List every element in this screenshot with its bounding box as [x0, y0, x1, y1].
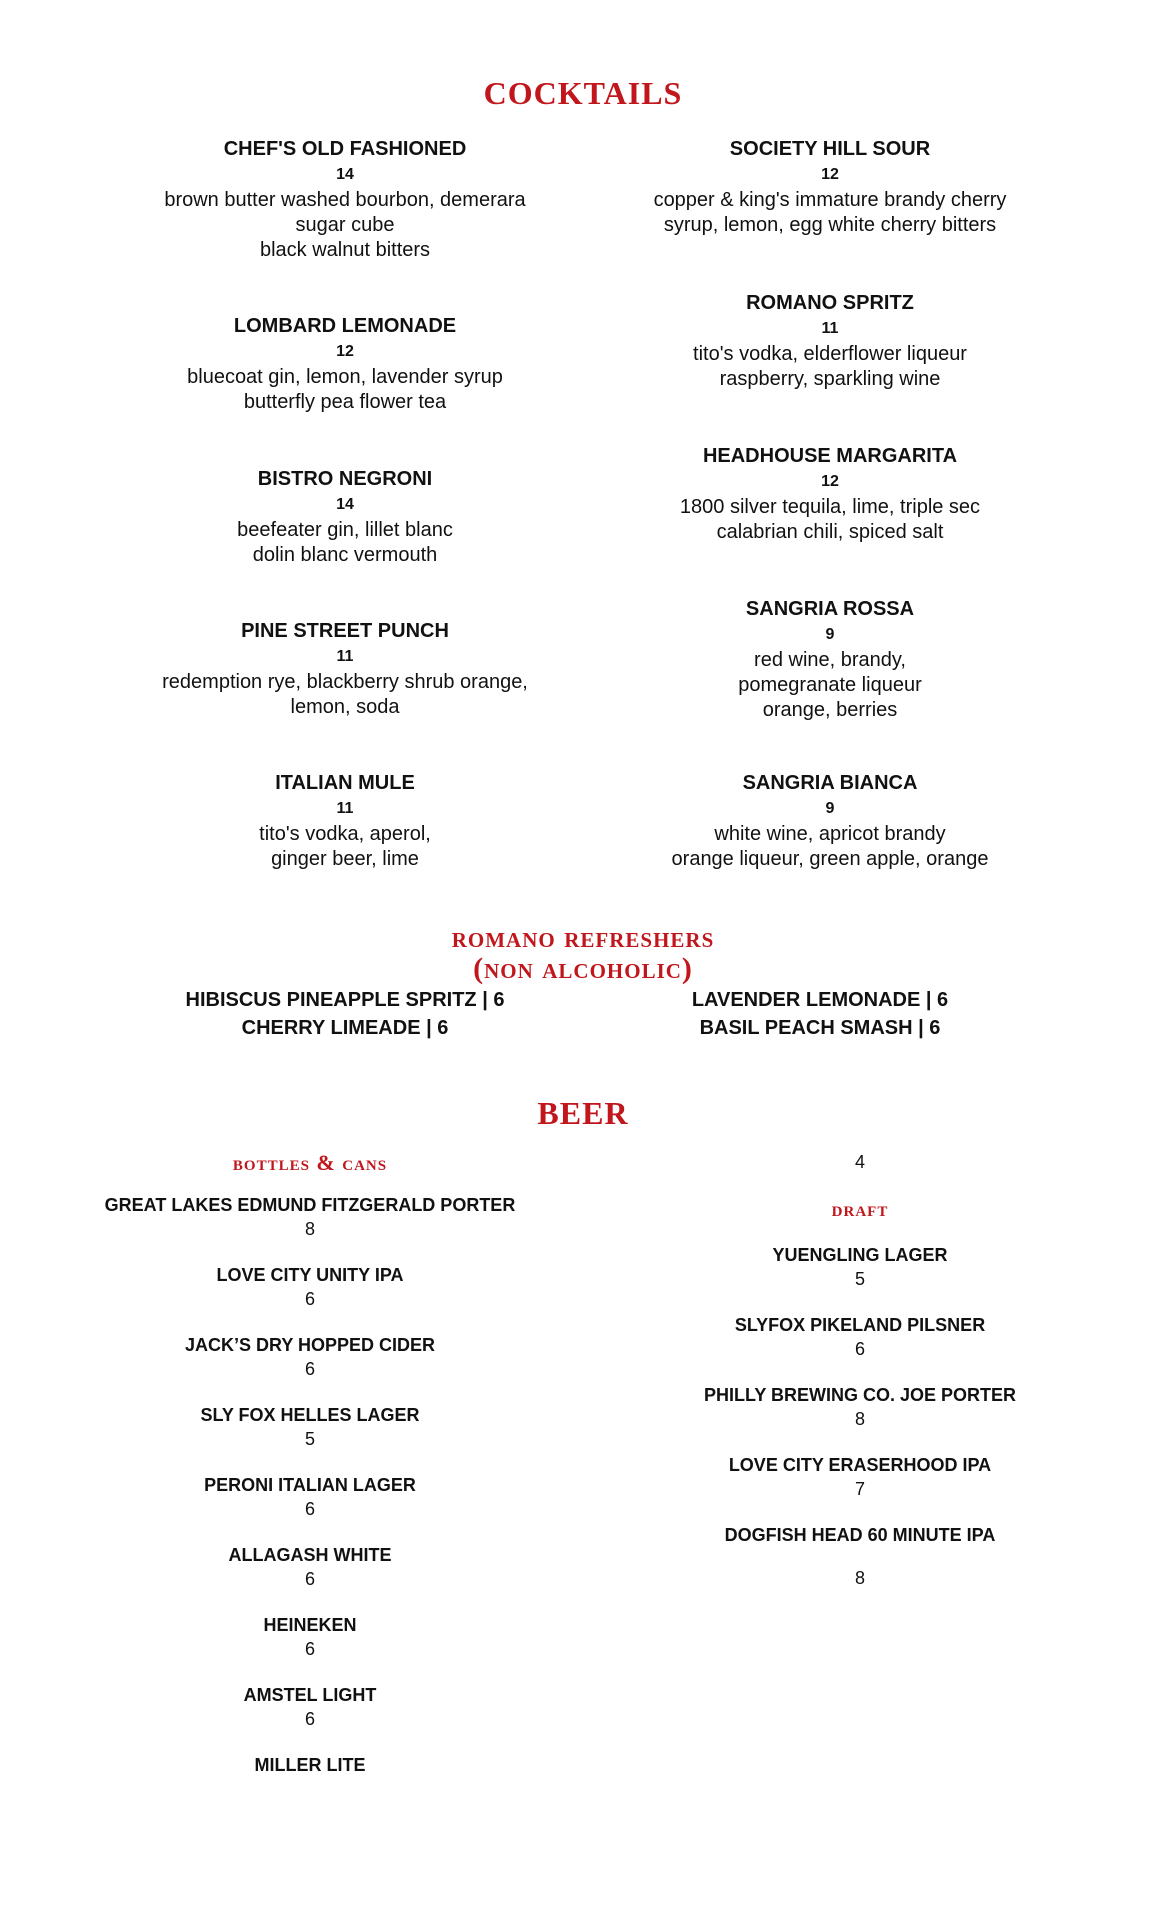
beer-item — [80, 1193, 540, 1241]
beer-item — [80, 1473, 540, 1521]
beer-name: AMSTEL LIGHT — [243, 1685, 377, 1705]
beer-item — [80, 1613, 540, 1661]
beer-item — [630, 1523, 1090, 1547]
draft-last-price: 8 — [854, 1568, 865, 1588]
cocktail-item — [125, 136, 565, 263]
cocktail-price: 9 — [825, 626, 835, 643]
cocktail-price: 11 — [821, 320, 839, 337]
cocktail-description-line: lemon, soda — [290, 696, 400, 718]
cocktail-description-line: sugar cube — [295, 214, 395, 236]
refresher-item: HIBISCUS PINEAPPLE SPRITZ | 6 — [185, 989, 505, 1011]
cocktail-description-line: bluecoat gin, lemon, lavender syrup — [187, 366, 503, 388]
beer-item — [80, 1263, 540, 1311]
cocktail-description-line: brown butter washed bourbon, demerara — [164, 189, 526, 211]
cocktail-description-line: pomegranate liqueur — [738, 674, 922, 696]
beer-item — [80, 1753, 540, 1777]
refresher-item: BASIL PEACH SMASH | 6 — [699, 1017, 941, 1039]
refreshers-title — [0, 922, 1166, 984]
beer-item — [630, 1453, 1090, 1501]
beer-name: MILLER LITE — [254, 1755, 366, 1775]
beer-price: 6 — [304, 1499, 315, 1519]
cocktail-price: 12 — [821, 166, 839, 183]
beer-name: JACK’S DRY HOPPED CIDER — [184, 1335, 436, 1355]
beer-item — [630, 1313, 1090, 1361]
cocktail-item — [125, 466, 565, 568]
cocktail-description-line: dolin blanc vermouth — [252, 544, 438, 566]
beer-name: HEINEKEN — [263, 1615, 357, 1635]
beer-price: 8 — [854, 1409, 865, 1429]
beer-price: 6 — [304, 1709, 315, 1729]
beer-item — [80, 1543, 540, 1591]
beer-title: beer — [537, 1083, 629, 1134]
beer-item — [630, 1243, 1090, 1291]
refresher-item: CHERRY LIMEADE | 6 — [241, 1017, 449, 1039]
cocktail-name: BISTRO NEGRONI — [257, 468, 433, 490]
beer-price: 8 — [304, 1219, 315, 1239]
beer-name: YUENGLING LAGER — [772, 1245, 948, 1265]
cocktails-title: cocktails — [483, 63, 683, 114]
beer-name: DOGFISH HEAD 60 MINUTE IPA — [724, 1525, 996, 1545]
cocktail-price: 12 — [821, 473, 839, 490]
beer-name: ALLAGASH WHITE — [228, 1545, 392, 1565]
cocktail-name: HEADHOUSE MARGARITA — [702, 445, 958, 467]
beer-name: LOVE CITY UNITY IPA — [216, 1265, 404, 1285]
beer-price: 6 — [854, 1339, 865, 1359]
cocktail-item — [610, 596, 1050, 723]
cocktail-price: 11 — [336, 800, 354, 817]
beer-price: 5 — [304, 1429, 315, 1449]
beer-name: GREAT LAKES EDMUND FITZGERALD PORTER — [104, 1195, 516, 1215]
beer-price: 7 — [854, 1479, 865, 1499]
cocktail-name: CHEF'S OLD FASHIONED — [223, 138, 467, 160]
cocktail-item — [125, 770, 565, 872]
beer-item — [630, 1383, 1090, 1431]
cocktail-description-line: calabrian chili, spiced salt — [716, 521, 944, 543]
refreshers-left-list — [135, 986, 555, 1042]
beer-price: 5 — [854, 1269, 865, 1289]
cocktail-description-line: white wine, apricot brandy — [714, 823, 946, 845]
cocktail-item — [610, 290, 1050, 392]
cocktail-description-line: raspberry, sparkling wine — [719, 368, 941, 390]
cocktail-description-line: orange, berries — [762, 699, 898, 721]
beer-price: 6 — [304, 1289, 315, 1309]
refresher-item: LAVENDER LEMONADE | 6 — [691, 989, 949, 1011]
cocktail-name: ITALIAN MULE — [275, 772, 415, 794]
cocktail-description-line: red wine, brandy, — [754, 649, 906, 671]
cocktail-item — [125, 313, 565, 415]
beer-name: SLYFOX PIKELAND PILSNER — [734, 1315, 986, 1335]
cocktail-description-line: black walnut bitters — [259, 239, 431, 261]
cocktail-name: PINE STREET PUNCH — [241, 620, 449, 642]
refreshers-right-list — [610, 986, 1030, 1042]
cocktail-item — [610, 443, 1050, 545]
cocktail-description-line: butterfly pea flower tea — [243, 391, 447, 413]
beer-item — [80, 1683, 540, 1731]
cocktail-name: LOMBARD LEMONADE — [233, 315, 457, 337]
cocktail-description-line: tito's vodka, aperol, — [259, 823, 431, 845]
cocktail-description-line: syrup, lemon, egg white cherry bitters — [663, 214, 997, 236]
beer-name: SLY FOX HELLES LAGER — [200, 1405, 420, 1425]
cocktail-description-line: orange liqueur, green apple, orange — [671, 848, 989, 870]
cocktail-description-line: ginger beer, lime — [271, 848, 419, 870]
cocktail-price: 14 — [336, 496, 354, 513]
cocktail-name: ROMANO SPRITZ — [746, 292, 914, 314]
cocktail-description-line: redemption rye, blackberry shrub orange, — [162, 671, 528, 693]
cocktail-name: SOCIETY HILL SOUR — [729, 138, 931, 160]
beer-name: PERONI ITALIAN LAGER — [204, 1475, 416, 1495]
bottles-cans-title: bottles & cans — [232, 1150, 388, 1175]
cocktail-description-line: beefeater gin, lillet blanc — [237, 519, 453, 541]
beer-price: 6 — [304, 1359, 315, 1379]
cocktail-item — [610, 770, 1050, 872]
cocktail-price: 11 — [336, 648, 354, 665]
beer-price: 6 — [304, 1639, 315, 1659]
cocktail-description-line: tito's vodka, elderflower liqueur — [693, 343, 967, 365]
beer-item — [80, 1333, 540, 1381]
refreshers-title-line2: (non alcoholic) — [473, 952, 693, 985]
cocktail-name: SANGRIA ROSSA — [745, 598, 915, 620]
cocktail-description-line: copper & king's immature brandy cherry — [653, 189, 1007, 211]
draft-title: draft — [831, 1196, 889, 1221]
beer-name: PHILLY BREWING CO. JOE PORTER — [703, 1385, 1017, 1405]
cocktail-name: SANGRIA BIANCA — [742, 772, 918, 794]
beer-price: 6 — [304, 1569, 315, 1589]
cocktail-item — [610, 136, 1050, 238]
cocktail-item — [125, 618, 565, 720]
orphan-price: 4 — [854, 1152, 865, 1172]
refreshers-title-line1: romano refreshers — [451, 921, 715, 954]
cocktail-price: 14 — [336, 166, 354, 183]
cocktail-price: 9 — [825, 800, 835, 817]
cocktail-description-line: 1800 silver tequila, lime, triple sec — [679, 496, 981, 518]
beer-item — [80, 1403, 540, 1451]
beer-name: LOVE CITY ERASERHOOD IPA — [728, 1455, 992, 1475]
cocktail-price: 12 — [336, 343, 354, 360]
